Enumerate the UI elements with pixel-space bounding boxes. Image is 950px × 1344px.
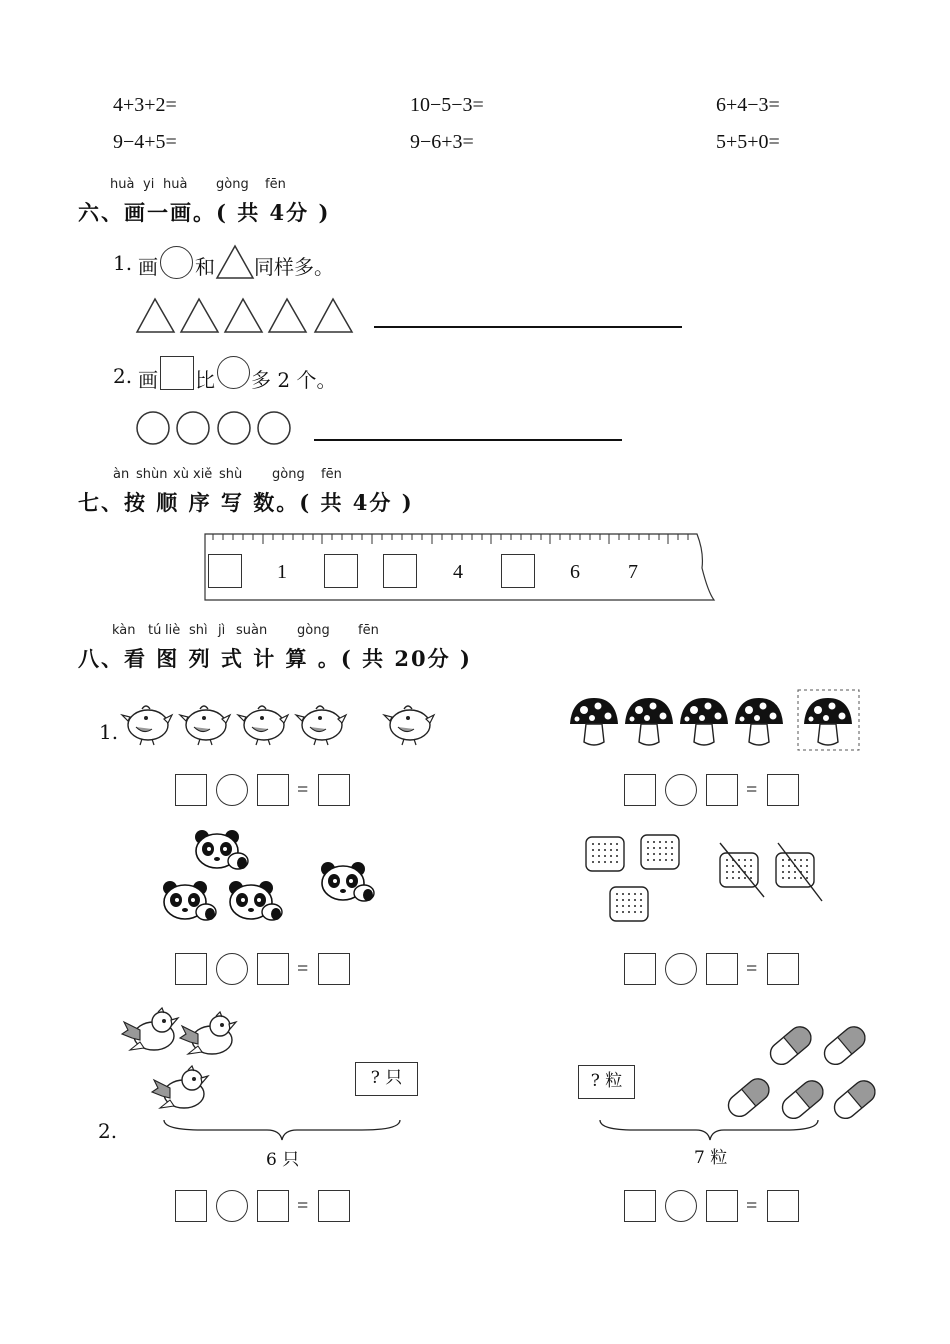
ruler-answer-box[interactable]	[208, 554, 242, 588]
birds-total: 6 只	[266, 1150, 300, 1170]
answer-box[interactable]	[624, 953, 656, 985]
s8-q2-num: 2.	[98, 1119, 118, 1143]
pill-icon	[724, 1074, 773, 1120]
circle-icon	[177, 412, 209, 444]
chicks-group	[122, 701, 437, 747]
ruler-number: 4	[453, 561, 463, 583]
bird-icon	[180, 1012, 236, 1054]
pills-group	[716, 1016, 876, 1116]
triangle-row	[136, 298, 358, 334]
triangle-icon	[315, 299, 352, 332]
triangle-icon	[181, 299, 218, 332]
pill-icon	[830, 1076, 879, 1122]
chick-icon	[238, 706, 288, 745]
chick-icon	[122, 706, 172, 745]
triangle-icon	[225, 299, 262, 332]
biscuit-icon	[641, 835, 679, 869]
answer-box[interactable]	[318, 953, 350, 985]
operator-circle[interactable]	[665, 953, 697, 985]
section6-pinyin: huà yi huà gòng fēn	[110, 177, 286, 192]
square-icon	[160, 356, 194, 390]
pill-icon	[778, 1076, 827, 1122]
s6-q2-pre: 画	[138, 368, 158, 392]
s6-q2-post: 多 2 个。	[251, 368, 337, 392]
mushroom-icon	[625, 698, 673, 745]
pandas-group	[160, 828, 388, 930]
mushroom-icon	[804, 698, 852, 745]
bird-icon	[122, 1008, 178, 1050]
ruler-answer-box[interactable]	[383, 554, 417, 588]
ruler-number: 6	[570, 561, 580, 583]
panda-icon	[229, 881, 282, 920]
pill-icon	[820, 1022, 869, 1068]
circle-icon	[217, 356, 250, 389]
mushroom-icon	[735, 698, 783, 745]
section8-title: 八、看 图 列 式 计 算 。( 共 20分 )	[78, 646, 472, 671]
panda-icon	[195, 830, 248, 869]
pills-total: 7 粒	[694, 1148, 728, 1168]
expr-1: 4+3+2=	[113, 94, 177, 116]
panda-icon	[163, 881, 216, 920]
expr-3: 6+4−3=	[716, 94, 780, 116]
equals-sign: =	[297, 779, 309, 801]
triangle-icon	[269, 299, 306, 332]
operator-circle[interactable]	[665, 1190, 697, 1222]
triangle-icon	[137, 299, 174, 332]
section7-pinyin: àn shùn xù xiě shù gòng fēn	[113, 467, 342, 482]
ruler-answer-box[interactable]	[501, 554, 535, 588]
ruler-answer-box[interactable]	[324, 554, 358, 588]
operator-circle[interactable]	[665, 774, 697, 806]
birds-brace	[162, 1118, 404, 1142]
circle-icon	[258, 412, 290, 444]
pill-icon	[766, 1022, 815, 1068]
equals-sign: =	[297, 958, 309, 980]
operator-circle[interactable]	[216, 1190, 248, 1222]
answer-line-1[interactable]	[374, 326, 682, 328]
operator-circle[interactable]	[216, 953, 248, 985]
ruler-number: 1	[277, 561, 287, 583]
expr-4: 9−4+5=	[113, 131, 177, 153]
s6-q2-num: 2.	[113, 364, 133, 388]
chick-icon	[180, 706, 230, 745]
chick-icon	[296, 706, 346, 745]
answer-box[interactable]	[257, 953, 289, 985]
answer-line-2[interactable]	[314, 439, 622, 441]
equals-sign: =	[746, 958, 758, 980]
answer-box[interactable]	[706, 953, 738, 985]
expr-6: 5+5+0=	[716, 131, 780, 153]
s8-q1-num: 1.	[99, 720, 119, 744]
triangle-icon	[216, 245, 254, 279]
expr-2: 10−5−3=	[410, 94, 484, 116]
panda-icon	[321, 862, 374, 901]
equals-sign: =	[297, 1195, 309, 1217]
answer-box[interactable]	[767, 774, 799, 806]
answer-box[interactable]	[624, 1190, 656, 1222]
answer-box[interactable]	[175, 953, 207, 985]
pills-unknown-label: ? 粒	[578, 1065, 635, 1099]
operator-circle[interactable]	[216, 774, 248, 806]
answer-box[interactable]	[767, 953, 799, 985]
answer-box[interactable]	[257, 774, 289, 806]
answer-box[interactable]	[706, 1190, 738, 1222]
answer-box[interactable]	[318, 774, 350, 806]
birds-group	[122, 1008, 242, 1120]
answer-box[interactable]	[175, 774, 207, 806]
s6-q1-num: 1.	[113, 251, 133, 275]
answer-box[interactable]	[767, 1190, 799, 1222]
circle-icon	[137, 412, 169, 444]
answer-box[interactable]	[318, 1190, 350, 1222]
equals-sign: =	[746, 1195, 758, 1217]
bird-icon	[152, 1066, 208, 1108]
biscuit-icon	[586, 837, 624, 871]
mushroom-icon	[570, 698, 618, 745]
answer-box[interactable]	[706, 774, 738, 806]
section7-title: 七、按 顺 序 写 数。( 共 4分 )	[78, 490, 414, 515]
ruler-number: 7	[628, 561, 638, 583]
answer-box[interactable]	[624, 774, 656, 806]
s6-q1-post: 同样多。	[254, 255, 334, 279]
biscuit-icon	[610, 887, 648, 921]
circle-icon	[160, 246, 193, 279]
s6-q1-pre: 画	[138, 255, 158, 279]
equals-sign: =	[746, 779, 758, 801]
expr-5: 9−6+3=	[410, 131, 474, 153]
s6-q1-mid: 和	[195, 255, 215, 279]
circle-icon	[218, 412, 250, 444]
pills-brace	[598, 1118, 822, 1142]
s6-q2-mid: 比	[195, 368, 215, 392]
circle-row	[136, 411, 292, 445]
answer-box[interactable]	[175, 1190, 207, 1222]
biscuits-group	[584, 833, 832, 935]
section6-title: 六、画一画。( 共 4分 )	[78, 200, 331, 225]
mushrooms-group	[568, 690, 860, 752]
section8-pinyin: kàn tú liè shì jì suàn gòng fēn	[112, 623, 379, 638]
birds-unknown-label: ? 只	[355, 1062, 418, 1096]
answer-box[interactable]	[257, 1190, 289, 1222]
chick-icon	[384, 706, 434, 745]
mushroom-icon	[680, 698, 728, 745]
